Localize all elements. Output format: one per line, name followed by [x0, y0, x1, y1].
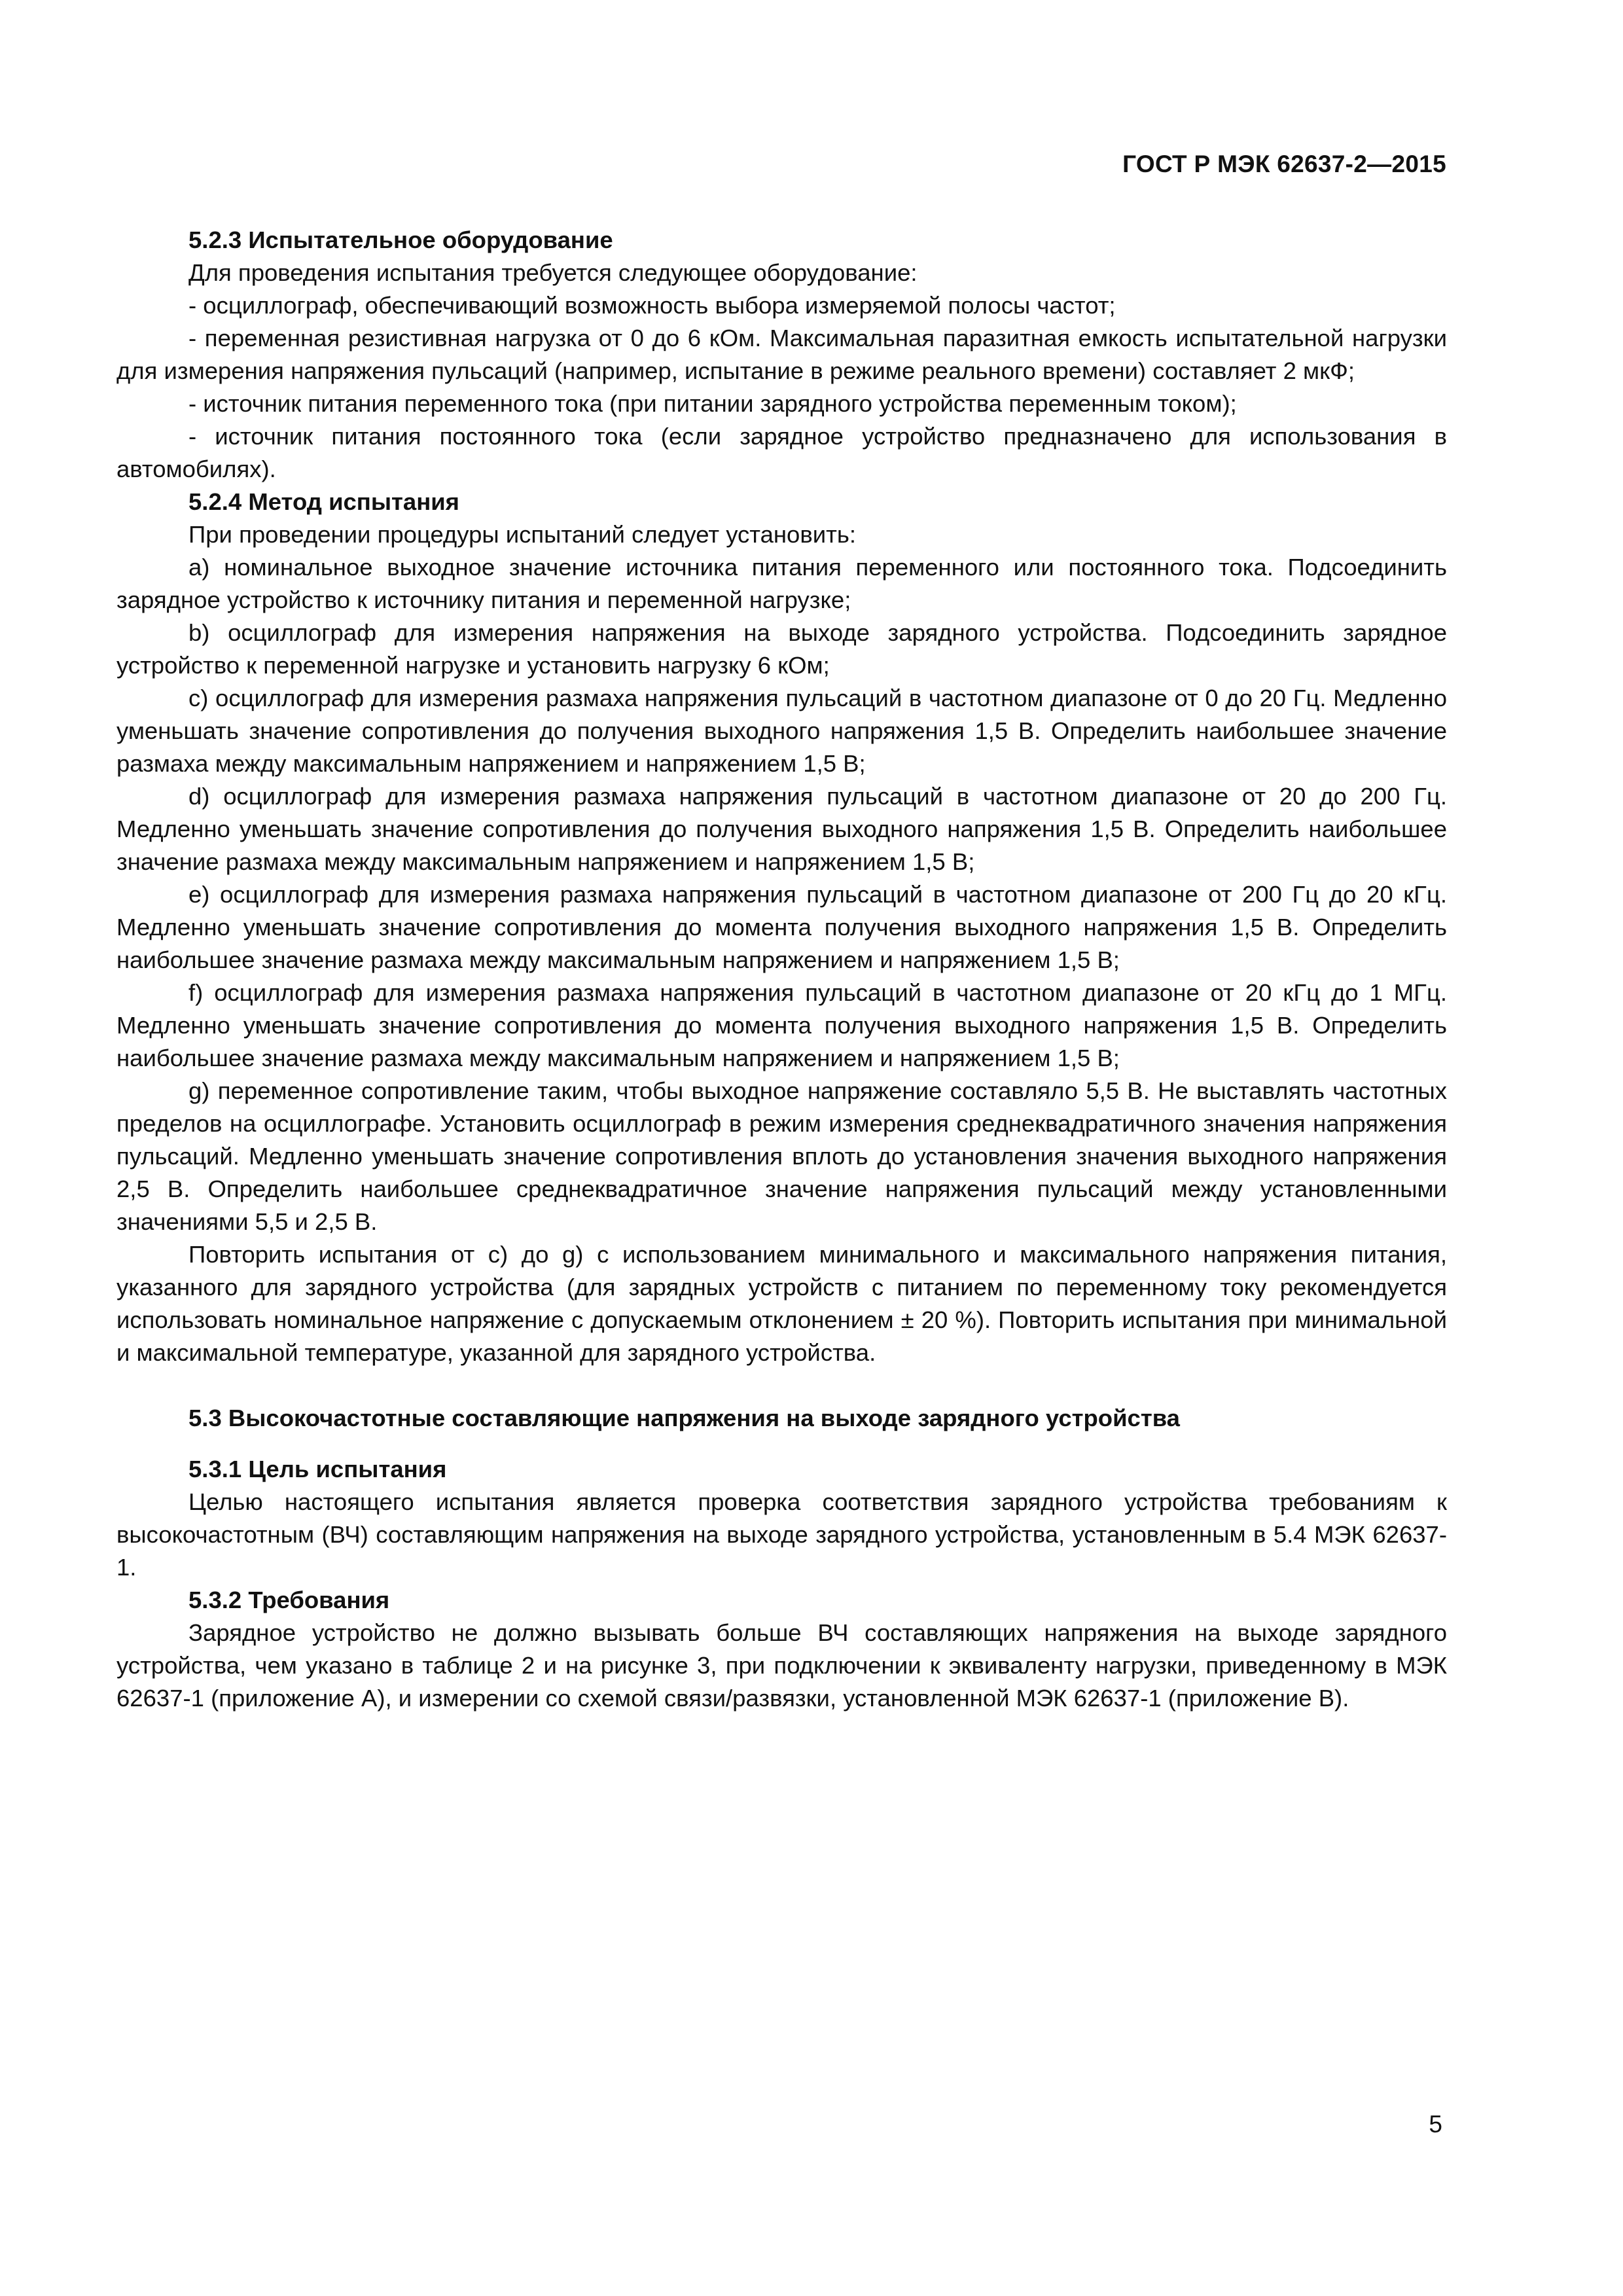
paragraph: Целью настоящего испытания является проверка соответствия зарядного устройства требованиям к высокочастотным (ВЧ) составляющим напряжения на выходе зарядного устройства, установленным в 5.4 МЭК 62637-1. [116, 1488, 1447, 1581]
list-item: g) переменное сопротивление таким, чтобы выходное напряжение составляло 5,5 В. Не выставлять частотных пределов на осциллографе. Установить осциллограф в режим измерения среднеквадратичного значения напряжения пульсаций. Медленно уменьшать значение сопротивления вплоть до установления значения выходного напряжения 2,5 В. Определить наибольшее среднеквадратичное значение напряжения пульсаций между установленными значениями 5,5 и 2,5 В. [116, 1077, 1447, 1235]
list-item: - осциллограф, обеспечивающий возможность выбора измеряемой полосы частот; [188, 292, 1116, 319]
paragraph: Повторить испытания от с) до g) с использованием минимального и максимального напряжения питания, указанного для зарядного устройства (для зарядных устройств с питанием по переменному току рекомендуется использовать номинальное напряжение с допускаемым отклонением ± 20 %). Повторить испытания при минимальной и максимальной температуре, указанной для зарядного устройства. [116, 1241, 1447, 1366]
section-heading-5-2-3: 5.2.3 Испытательное оборудование [188, 226, 613, 253]
document-code: ГОСТ Р МЭК 62637-2—2015 [1122, 151, 1446, 177]
paragraph: При проведении процедуры испытаний следует установить: [188, 521, 857, 548]
paragraph: Зарядное устройство не должно вызывать больше ВЧ составляющих напряжения на выходе зарядного устройства, чем указано в таблице 2 и на рисунке 3, при подключении к эквиваленту нагрузки, приведенному в МЭК 62637-1 (приложение А), и измерении со схемой связи/развязки, установленной МЭК 62637-1 (приложение В). [116, 1619, 1447, 1712]
page-body [116, 224, 1447, 1715]
list-item: а) номинальное выходное значение источника питания переменного или постоянного тока. Подсоединить зарядное устройство к источнику питания и переменной нагрузке; [116, 554, 1447, 613]
list-item: - источник питания постоянного тока (если зарядное устройство предназначено для использования в автомобилях). [116, 423, 1447, 482]
list-item: d) осциллограф для измерения размаха напряжения пульсаций в частотном диапазоне от 20 до 200 Гц. Медленно уменьшать значение сопротивления до получения выходного напряжения 1,5 В. Определить наибольшее значение размаха между максимальным напряжением и напряжением 1,5 В; [116, 783, 1447, 875]
list-item: - источник питания переменного тока (при питании зарядного устройства переменным током); [188, 390, 1237, 417]
section-heading-5-3: 5.3 Высокочастотные составляющие напряжения на выходе зарядного устройства [188, 1405, 1180, 1431]
section-heading-5-3-1: 5.3.1 Цель испытания [188, 1456, 447, 1482]
list-item: b) осциллограф для измерения напряжения на выходе зарядного устройства. Подсоединить зарядное устройство к переменной нагрузке и установить нагрузку 6 кОм; [116, 619, 1447, 679]
list-item: f) осциллограф для измерения размаха напряжения пульсаций в частотном диапазоне от 20 кГц до 1 МГц. Медленно уменьшать значение сопротивления до момента получения выходного напряжения 1,5 В. Определить наибольшее значение размаха между максимальным напряжением и напряжением 1,5 В; [116, 979, 1447, 1071]
list-item: е) осциллограф для измерения размаха напряжения пульсаций в частотном диапазоне от 200 Гц до 20 кГц. Медленно уменьшать значение сопротивления до момента получения выходного напряжения 1,5 В. Определить наибольшее значение размаха между максимальным напряжением и напряжением 1,5 В; [116, 881, 1447, 973]
paragraph: Для проведения испытания требуется следующее оборудование: [188, 259, 918, 286]
page-number: 5 [1429, 2111, 1442, 2138]
section-heading-5-3-2: 5.3.2 Требования [188, 1587, 390, 1613]
section-heading-5-2-4: 5.2.4 Метод испытания [188, 488, 459, 515]
list-item: - переменная резистивная нагрузка от 0 до 6 кОм. Максимальная паразитная емкость испытательной нагрузки для измерения напряжения пульсаций (например, испытание в режиме реального времени) составляет 2 мкФ; [116, 325, 1447, 384]
list-item: с) осциллограф для измерения размаха напряжения пульсаций в частотном диапазоне от 0 до 20 Гц. Медленно уменьшать значение сопротивления до получения выходного напряжения 1,5 В. Определить наибольшее значение размаха между максимальным напряжением и напряжением 1,5 В; [116, 685, 1447, 777]
